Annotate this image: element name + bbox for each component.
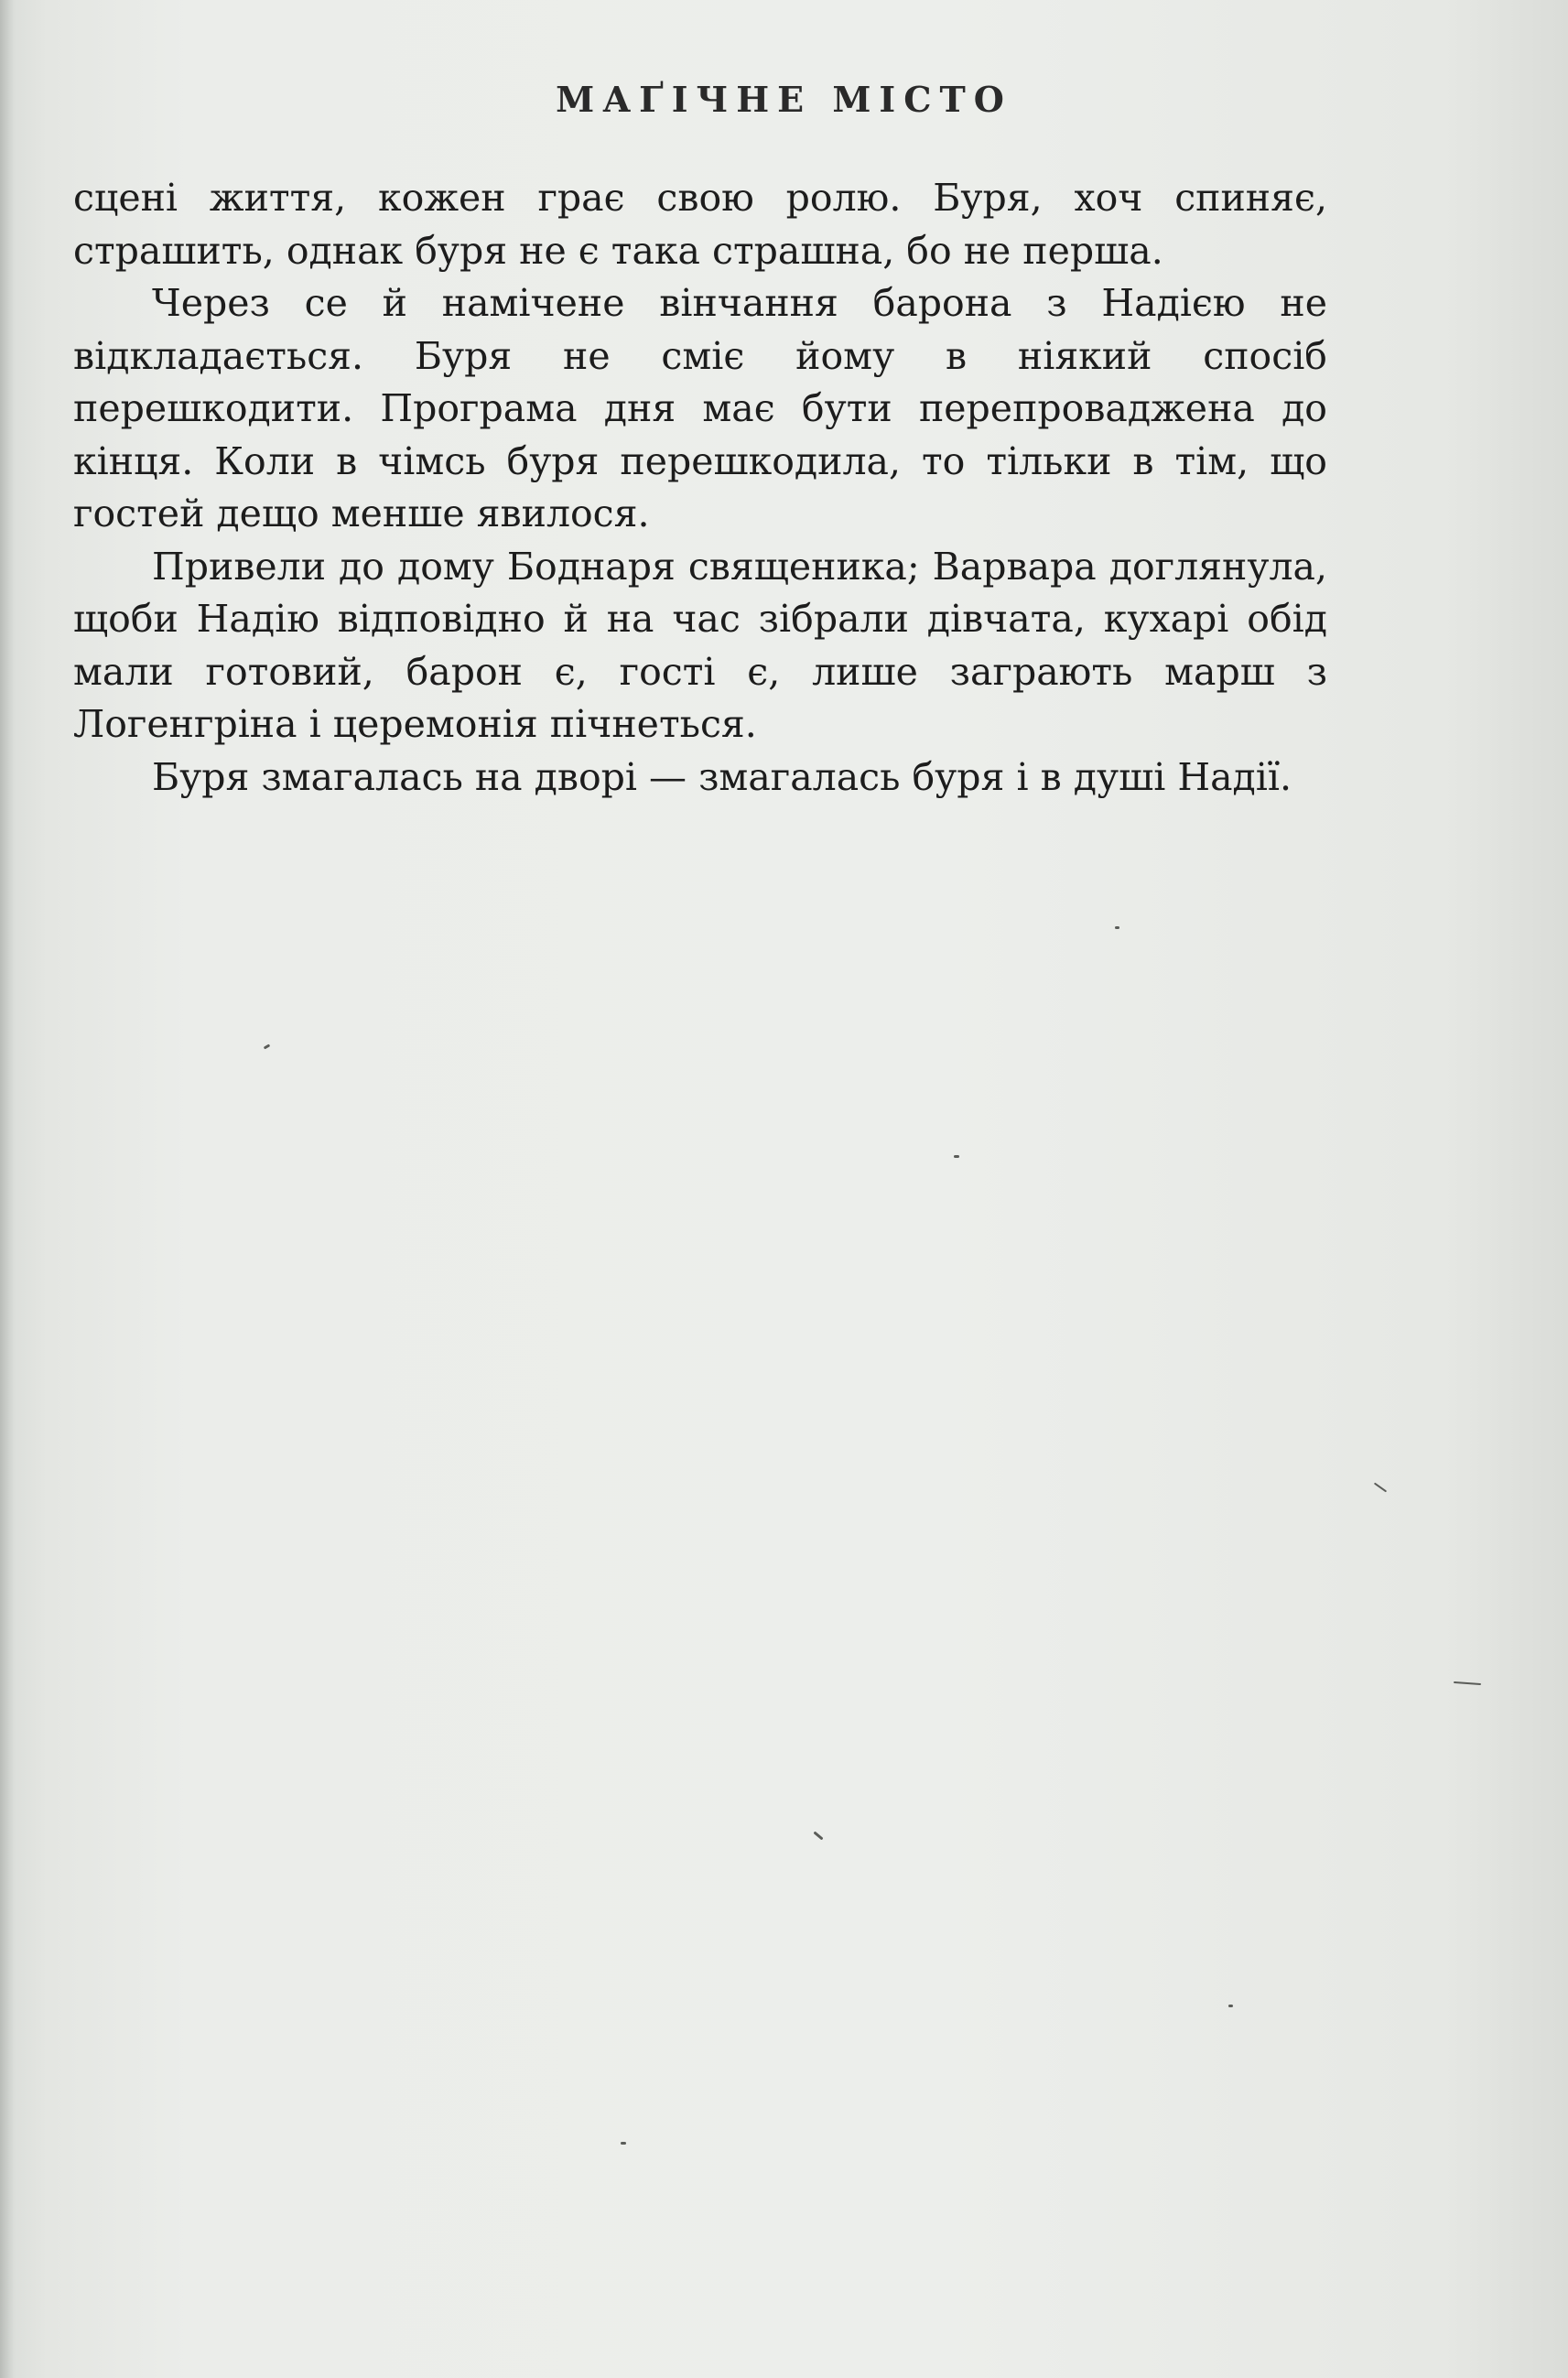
running-head: МАҐІЧНЕ МІСТО bbox=[556, 79, 1012, 120]
paper-speck bbox=[1115, 926, 1119, 929]
paragraph: Через се й намічене вінчання барона з Надією не відкладається. Буря не сміє йому в ніякий спосіб перешкодити. Програма дня має бути перепроваджена до кінця. Коли в чімсь буря перешкодила, то тільки в тім, що гостей дещо менше явилося. bbox=[73, 281, 1327, 535]
paragraph: Буря змагалась на дворі — змагалась буря і в душі Надії. bbox=[152, 754, 1292, 799]
paper-speck bbox=[954, 1155, 959, 1158]
paper-speck bbox=[264, 1043, 271, 1049]
page-gutter-shadow bbox=[0, 0, 15, 2378]
paragraph-continuation: сцені життя, кожен грає свою ролю. Буря, хоч спиняє, страшить, однак буря не є така страшна, бо не перша. bbox=[73, 176, 1327, 273]
body-text bbox=[73, 172, 1327, 804]
paper-speck bbox=[1454, 1681, 1481, 1685]
paper-speck bbox=[813, 1831, 823, 1840]
paper-speck bbox=[621, 2142, 626, 2145]
paragraph: Привели до дому Боднаря священика; Варвара доглянула, щоби Надію відповідно й на час зібрали дівчата, кухарі обід мали готовий, барон є, гості є, лише заграють марш з Логенгріна і церемонія пічнеться. bbox=[73, 544, 1327, 746]
paper-speck bbox=[1228, 2005, 1233, 2007]
paper-speck bbox=[1374, 1483, 1387, 1493]
